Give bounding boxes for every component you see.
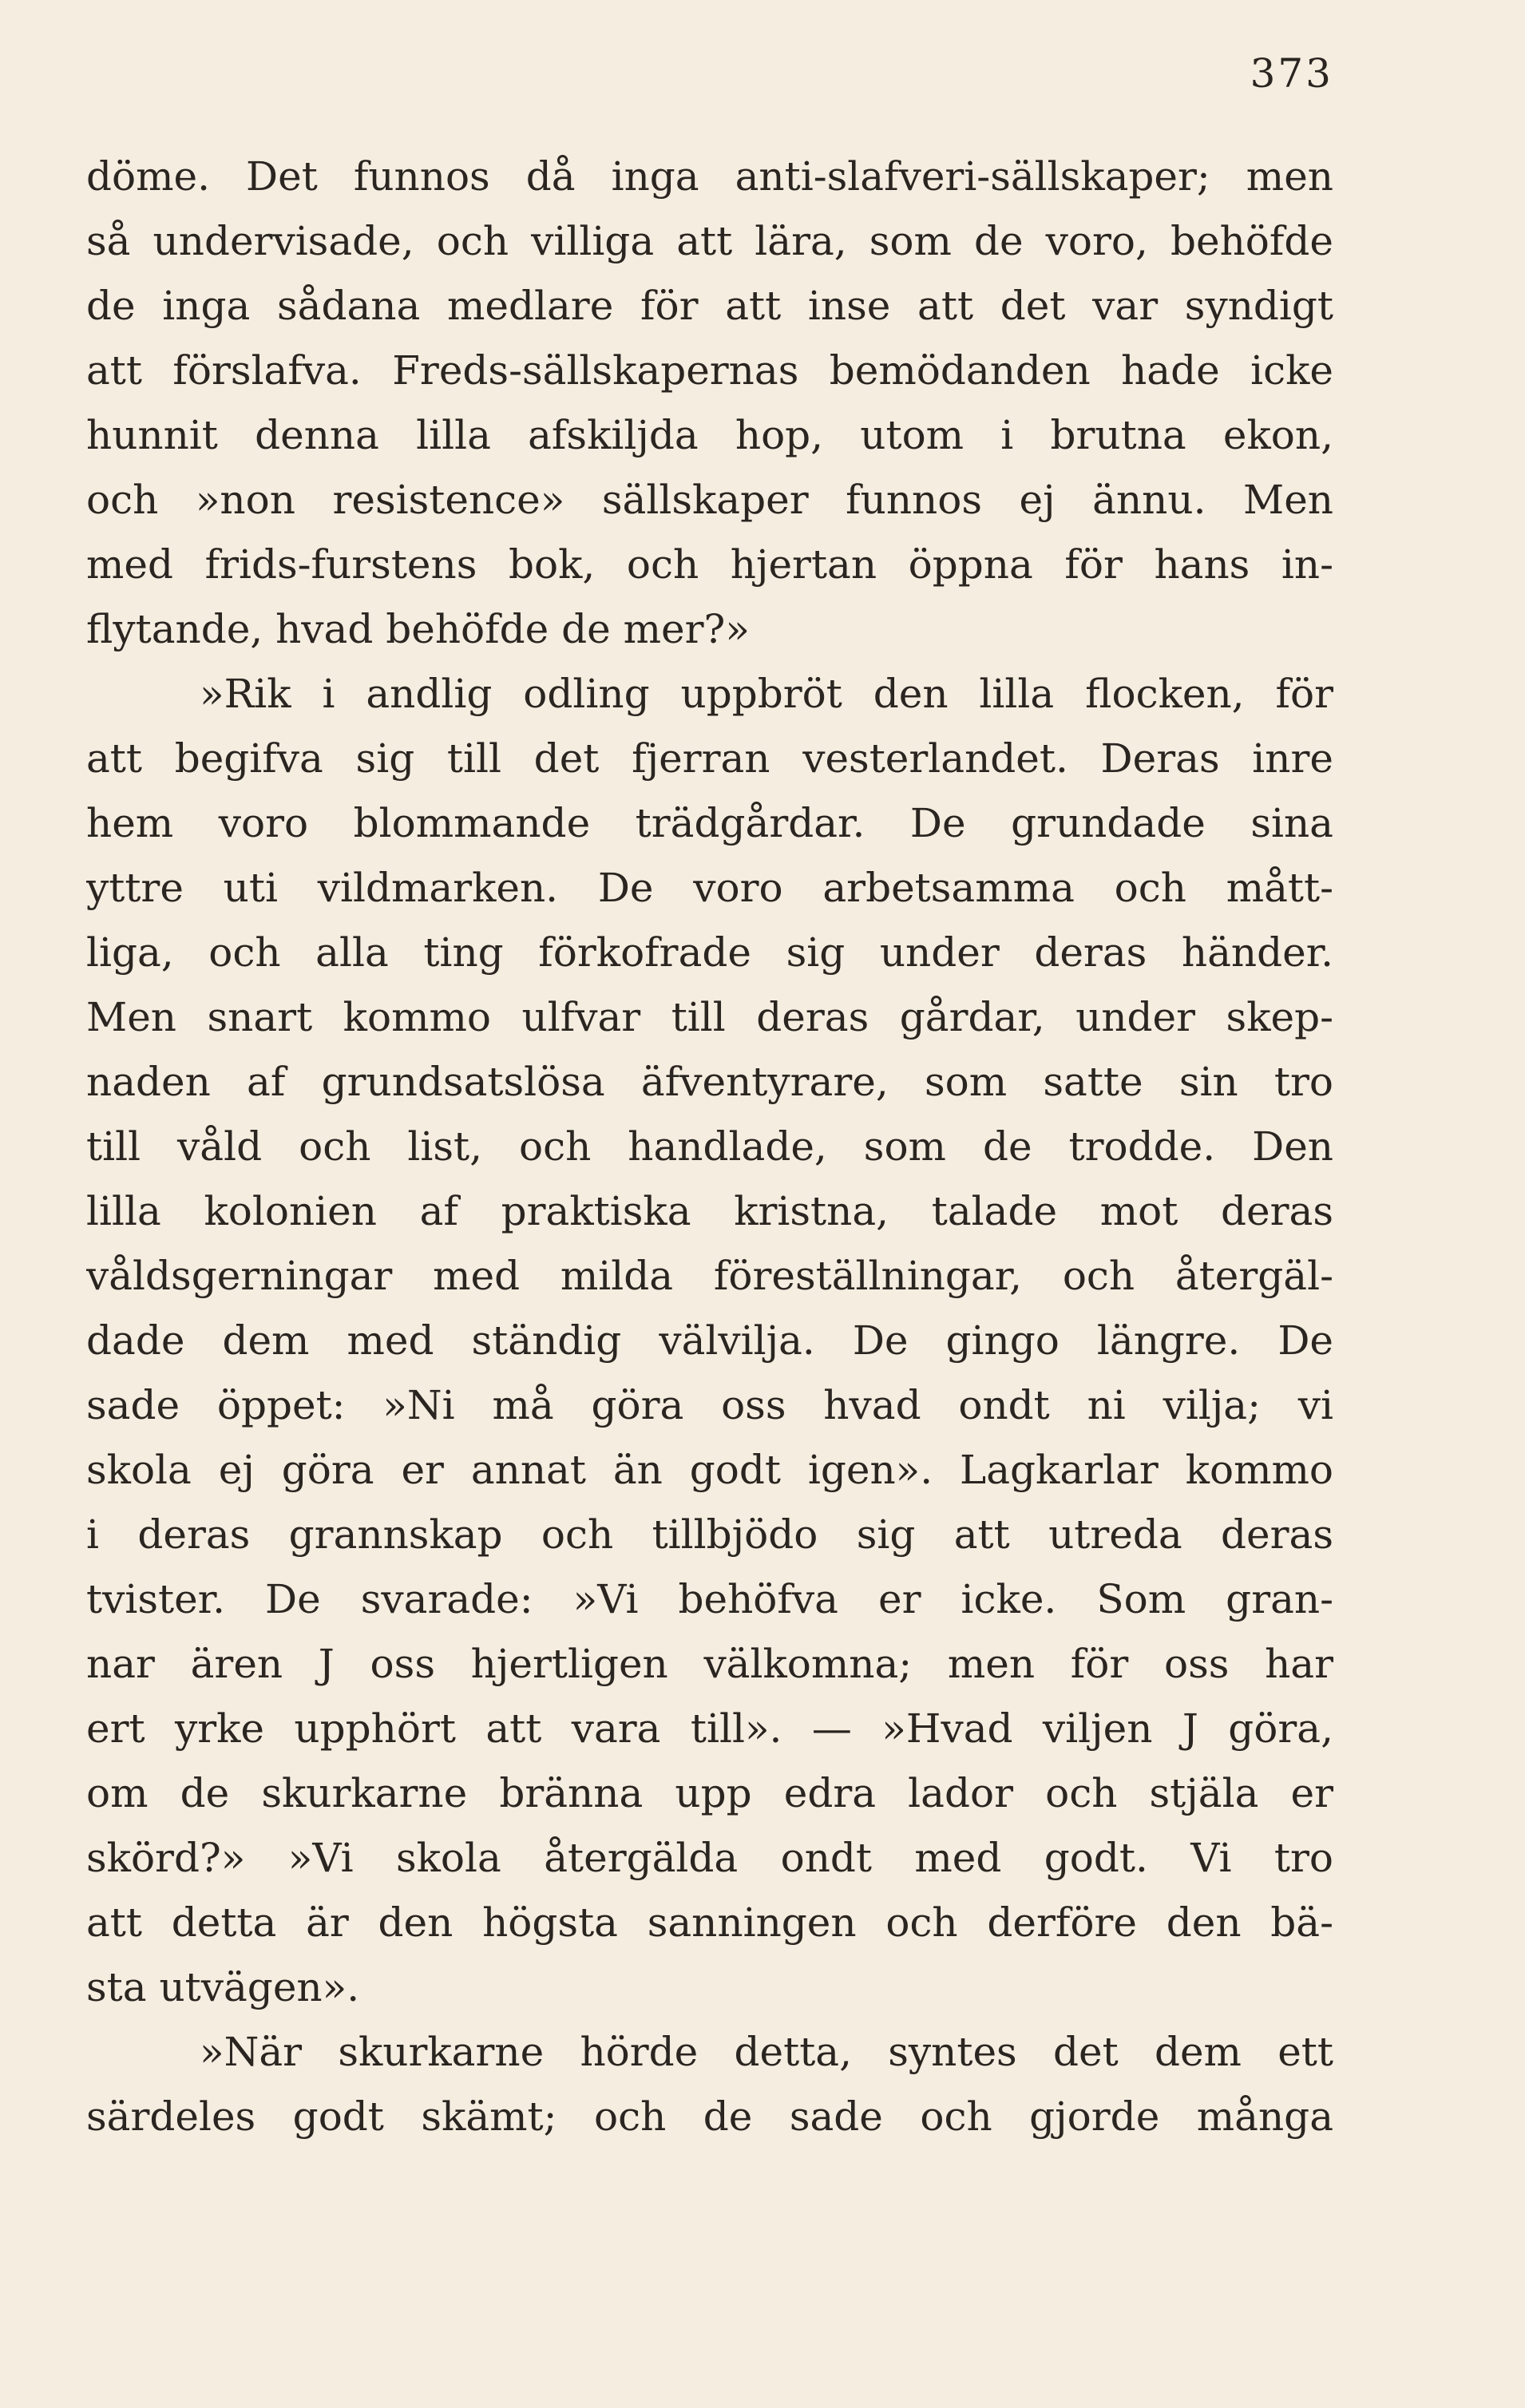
text-line: döme. Det funnos då inga anti-slafveri-sällskaper; men xyxy=(86,153,1333,200)
text-line: yttre uti vildmarken. De voro arbetsamma och mått- xyxy=(86,865,1333,911)
text-line: ert yrke upphört att vara till». — »Hvad viljen J göra, xyxy=(86,1705,1333,1752)
text-line: skörd?» »Vi skola återgälda ondt med godt. Vi tro xyxy=(86,1835,1333,1881)
text-line: nar ären J oss hjertligen välkomna; men för oss har xyxy=(86,1641,1333,1687)
text-line: flytande, hvad behöfde de mer?» xyxy=(86,606,750,652)
text-line: med frids-furstens bok, och hjertan öppna för hans in- xyxy=(86,541,1333,588)
text-line: att detta är den högsta sanningen och derföre den bä- xyxy=(86,1899,1333,1946)
text-line: naden af grundsatslösa äfventyrare, som satte sin tro xyxy=(86,1059,1333,1105)
page-number: 373 xyxy=(1250,50,1333,97)
text-line: hem voro blommande trädgårdar. De grundade sina xyxy=(86,800,1333,846)
text-line: Men snart kommo ulfvar till deras gårdar, under skep- xyxy=(86,994,1333,1040)
text-line: dade dem med ständig välvilja. De gingo längre. De xyxy=(86,1317,1333,1364)
text-line: särdeles godt skämt; och de sade och gjorde många xyxy=(86,2093,1333,2140)
text-line: sade öppet: »Ni må göra oss hvad ondt ni vilja; vi xyxy=(86,1382,1333,1428)
text-line: att förslafva. Freds-sällskapernas bemödanden hade icke xyxy=(86,347,1333,394)
text-line: »När skurkarne hörde detta, syntes det dem ett xyxy=(200,2029,1333,2075)
text-line: sta utvägen». xyxy=(86,1964,360,2010)
text-line: hunnit denna lilla afskiljda hop, utom i brutna ekon, xyxy=(86,412,1333,458)
text-line: lilla kolonien af praktiska kristna, talade mot deras xyxy=(86,1188,1333,1234)
text-line: »Rik i andlig odling uppbröt den lilla flocken, för xyxy=(200,671,1333,717)
text-line: så undervisade, och villiga att lära, som de voro, behöfde xyxy=(86,218,1333,264)
text-line: att begifva sig till det fjerran vesterlandet. Deras inre xyxy=(86,735,1333,782)
text-line: skola ej göra er annat än godt igen». Lagkarlar kommo xyxy=(86,1447,1333,1493)
text-line: och »non resistence» sällskaper funnos ej ännu. Men xyxy=(86,477,1333,523)
text-line: till våld och list, och handlade, som de trodde. Den xyxy=(86,1123,1333,1170)
text-line: om de skurkarne bränna upp edra lador och stjäla er xyxy=(86,1770,1333,1816)
text-line: våldsgerningar med milda föreställningar, och återgäl- xyxy=(86,1253,1333,1299)
text-line: de inga sådana medlare för att inse att det var syndigt xyxy=(86,283,1333,329)
text-line: i deras grannskap och tillbjödo sig att utreda deras xyxy=(86,1511,1333,1558)
text-line: tvister. De svarade: »Vi behöfva er icke. Som gran- xyxy=(86,1576,1333,1622)
text-line: liga, och alla ting förkofrade sig under deras händer. xyxy=(86,929,1333,976)
